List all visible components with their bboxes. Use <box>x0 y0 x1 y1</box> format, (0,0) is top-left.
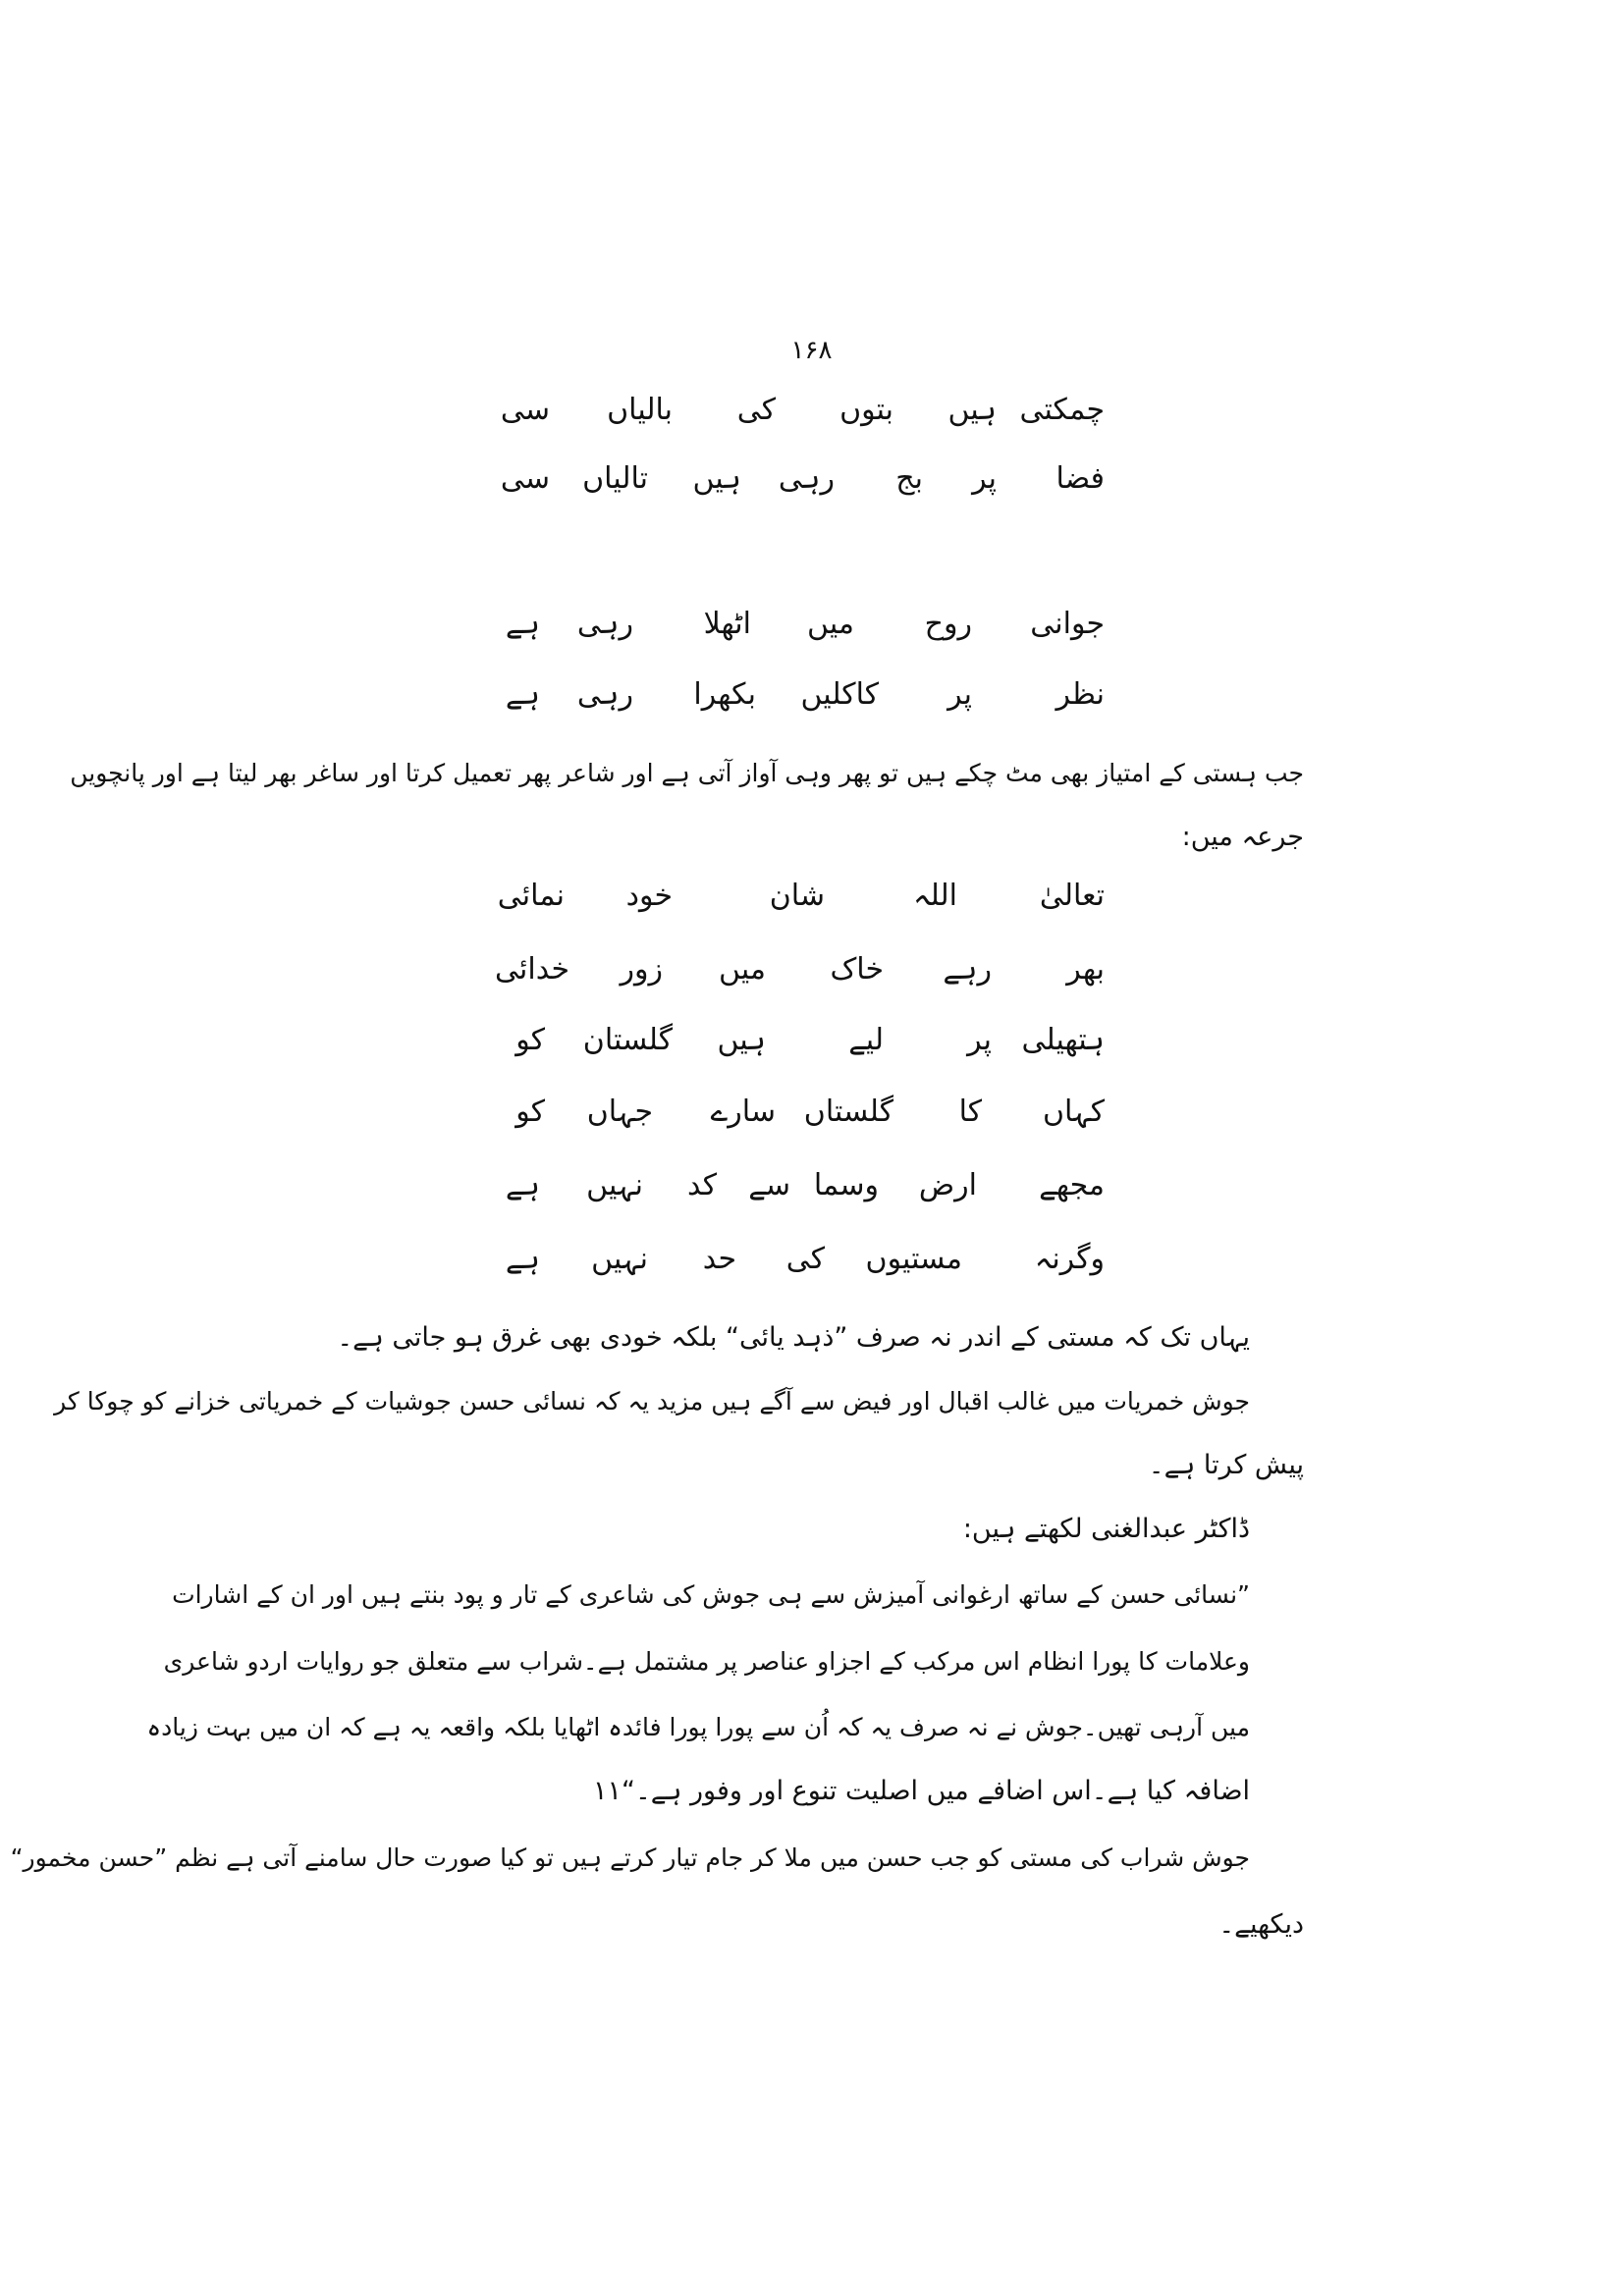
verse-word: کی <box>736 393 776 427</box>
verse-word: لیے <box>848 1023 884 1057</box>
verse-word: مستیوں <box>865 1242 962 1276</box>
verse-word: ہے <box>505 677 540 712</box>
verse-word: کاکلیں <box>800 677 879 712</box>
verse-line <box>505 607 1105 666</box>
verse-word: مجھے <box>1039 1168 1105 1202</box>
verse-word: نہیں <box>586 1168 643 1202</box>
verse-word: اللہ <box>913 879 957 913</box>
paragraph-line: پیش کرتا ہے۔ <box>1148 1450 1304 1480</box>
verse-line <box>500 393 1105 452</box>
verse-word: ہیں <box>717 1023 766 1057</box>
verse-word: فضا <box>1055 461 1105 496</box>
verse-line <box>505 677 1105 736</box>
verse-word: رہی <box>576 677 633 712</box>
verse-line <box>500 461 1105 520</box>
verse-word: کا <box>958 1095 982 1129</box>
quote-line: وعلامات کا پورا انظام اس مرکب کے اجزاو عناصر پر مشتمل ہے۔شراب سے متعلق جو روایات اردو شاعری <box>163 1647 1250 1676</box>
verse-word: گلستان <box>582 1023 673 1057</box>
verse-word: ارض <box>918 1168 977 1202</box>
verse-word: کد <box>686 1168 717 1202</box>
verse-word: ہے <box>505 607 540 641</box>
verse-word: روح <box>924 607 972 641</box>
verse-word: پر <box>967 1023 992 1057</box>
paragraph-line: جب ہستی کے امتیاز بھی مٹ چکے ہیں تو پھر وہی آواز آتی ہے اور شاعر پھر تعمیل کرتا اور ساغر بھر لیتا ہے اور پانچویں <box>70 759 1304 787</box>
verse-word: زور <box>620 952 663 987</box>
verse-word: چمکتی <box>1019 393 1105 427</box>
paragraph-line: جوش خمریات میں غالب اقبال اور فیض سے آگے ہیں مزید یہ کہ نسائی حسن جوشیات کے خمریاتی خزانے کو چوکا کر <box>54 1387 1250 1415</box>
verse-word: میں <box>719 952 766 987</box>
verse-word: ہیں <box>947 393 997 427</box>
verse-word: بالیاں <box>607 393 673 427</box>
verse-word: تالیاں <box>582 461 648 496</box>
verse-word: نظر <box>1055 677 1105 712</box>
verse-line <box>505 1242 1105 1301</box>
verse-word: وگرنہ <box>1034 1242 1105 1276</box>
verse-word: میں <box>807 607 854 641</box>
verse-word: ہے <box>505 1168 540 1202</box>
quote-line: اضافہ کیا ہے۔اس اضافے میں اصلیت تنوع اور وفور ہے۔“۱۱ <box>592 1776 1250 1806</box>
verse-word: بکھرا <box>693 677 756 712</box>
verse-word: اٹھلا <box>703 607 751 641</box>
verse-word: جہاں <box>586 1095 653 1129</box>
verse-line <box>495 952 1105 1011</box>
verse-word: جوانی <box>1030 607 1105 641</box>
verse-word: سی <box>500 461 550 496</box>
verse-word: شان <box>769 879 825 913</box>
verse-word: رہے <box>943 952 992 987</box>
verse-word: تعالیٰ <box>1039 879 1105 913</box>
verse-word: ہیں <box>692 461 741 496</box>
verse-word: بج <box>895 461 923 496</box>
verse-word: بتوں <box>839 393 893 427</box>
paragraph-line: دیکھیے۔ <box>1218 1909 1304 1940</box>
verse-word: رہی <box>778 461 835 496</box>
verse-word: نمائی <box>497 879 565 913</box>
verse-line <box>515 1023 1105 1082</box>
verse-word: گلستاں <box>803 1095 893 1129</box>
page-number: ۱۶۸ <box>790 336 833 365</box>
verse-word: نہیں <box>591 1242 648 1276</box>
verse-word: حد <box>702 1242 736 1276</box>
verse-word: سے <box>748 1168 790 1202</box>
verse-word: خدائی <box>495 952 569 987</box>
verse-line <box>515 1095 1105 1153</box>
paragraph-line: جرعہ میں: <box>1181 822 1304 852</box>
verse-word: سارے <box>710 1095 776 1129</box>
verse-word: پر <box>947 677 972 712</box>
paragraph-line: جوش شراب کی مستی کو جب حسن میں ملا کر جام تیار کرتے ہیں تو کیا صورت حال سامنے آتی ہے نظم ”حسن مخمور“ <box>10 1843 1250 1872</box>
paragraph-line: ڈاکٹر عبدالغنی لکھتے ہیں: <box>962 1514 1250 1544</box>
paragraph-line: یہاں تک کہ مستی کے اندر نہ صرف ”ذہد یائی“ بلکہ خودی بھی غرق ہو جاتی ہے۔ <box>337 1322 1250 1353</box>
verse-word: سی <box>500 393 550 427</box>
verse-word: ہتھیلی <box>1021 1023 1105 1057</box>
verse-word: خود <box>625 879 673 913</box>
verse-word: کی <box>785 1242 825 1276</box>
quote-line: ”نسائی حسن کے ساتھ ارغوانی آمیزش سے ہی جوش کی شاعری کے تار و پود بنتے ہیں اور ان کے اشارات <box>172 1580 1250 1609</box>
verse-word: کو <box>515 1095 545 1129</box>
verse-word: کہاں <box>1042 1095 1105 1129</box>
verse-word: وسما <box>813 1168 879 1202</box>
verse-word: پر <box>972 461 997 496</box>
verse-word: رہی <box>576 607 633 641</box>
quote-line: میں آرہی تھیں۔جوش نے نہ صرف یہ کہ اُن سے پورا پورا فائدہ اٹھایا بلکہ واقعہ یہ ہے کہ ان میں بہت زیادہ <box>146 1713 1250 1741</box>
verse-line <box>505 1168 1105 1227</box>
verse-word: ہے <box>505 1242 540 1276</box>
verse-word: خاک <box>830 952 884 987</box>
verse-word: کو <box>515 1023 545 1057</box>
verse-word: بھر <box>1066 952 1105 987</box>
verse-line <box>497 879 1105 937</box>
